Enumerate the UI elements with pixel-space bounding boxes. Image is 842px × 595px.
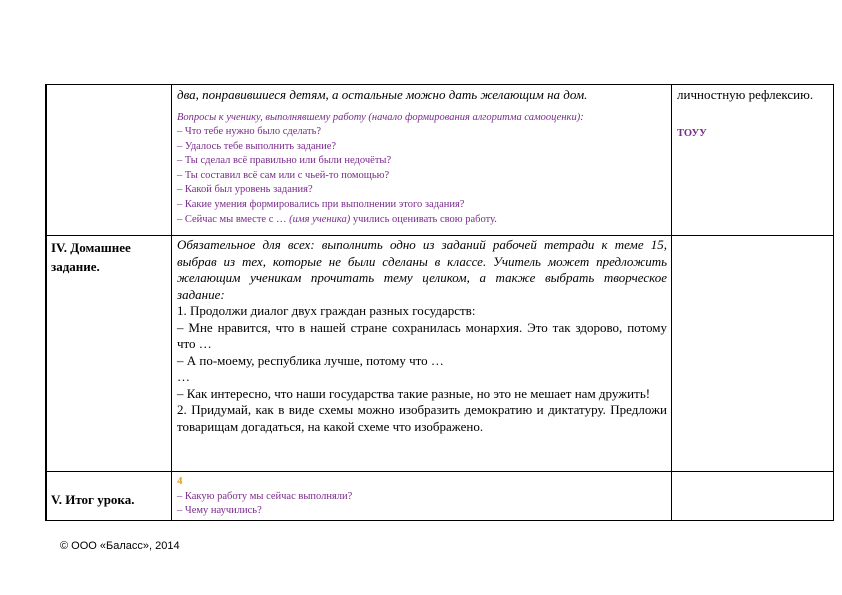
row1-intro-text: два, понравившиеся детям, а остальные можно дать желающим на дом. <box>177 87 588 102</box>
homework-item-2: 2. Придумай, как в виде схемы можно изобразить демократию и диктатуру. Предложи товарищам догадаться, на какой схеме что изображено. <box>177 402 667 434</box>
question-item: – Какие умения формировались при выполнении этого задания? <box>177 199 465 211</box>
question-last-prefix: – Сейчас мы вместе с … <box>177 213 290 225</box>
homework-cell <box>177 237 667 435</box>
homework-title: IV. Домашнее задание. <box>51 240 131 274</box>
question-item-last <box>177 213 667 228</box>
lesson-table <box>45 84 834 522</box>
homework-intro: Обязательное для всех: выполнить одно из заданий рабочей тетради к теме 15, выбрав из тех, которые не были сделаны в классе. Учитель может предложить желающим ученикам прочитать тему целиком, а также выбрать творческое задание: <box>177 237 667 302</box>
col-divider-1 <box>171 84 172 521</box>
summary-question: – Чему научились? <box>177 505 262 517</box>
questions-title: Вопросы к ученику, выполнявшему работу (начало формирования алгоритма самооценки): <box>177 111 584 123</box>
question-last-suffix: учились оценивать свою работу. <box>350 213 497 225</box>
summary-questions <box>177 490 667 519</box>
uud-label: ТОУУ <box>677 127 707 139</box>
dialog-line: – А по-моему, республика лучше, потому что … <box>177 352 444 368</box>
question-item: – Ты сделал всё правильно или были недочёты? <box>177 155 392 167</box>
row-divider-1 <box>45 235 834 236</box>
questions-block <box>177 111 667 228</box>
table-left-border <box>45 84 47 521</box>
summary-question: – Какую работу мы сейчас выполняли? <box>177 490 353 502</box>
question-last-italic: (имя ученика) <box>289 213 351 225</box>
question-item: – Что тебе нужно было сделать? <box>177 126 322 138</box>
table-bottom-border <box>45 520 834 521</box>
summary-cell <box>177 473 667 519</box>
question-item: – Какой был уровень задания? <box>177 184 313 196</box>
summary-title: V. Итог урока. <box>51 492 135 507</box>
question-item: – Ты составил всё сам или с чьей-то помощью? <box>177 169 390 181</box>
col-divider-2 <box>671 84 672 521</box>
table-right-border <box>833 84 834 521</box>
table-top-border <box>45 84 834 85</box>
dialog-line: – Мне нравится, что в нашей стране сохранилась монархия. Это так здорово, потому что … <box>177 319 667 351</box>
reflection-text: личностную рефлексию. <box>677 87 814 102</box>
copyright-footer: © ООО «Баласс», 2014 <box>60 540 180 552</box>
question-item: – Удалось тебе выполнить задание? <box>177 140 337 152</box>
dialog-line: … <box>177 369 190 384</box>
row1-activity-cell <box>177 87 667 227</box>
dialog-line: – Как интересно, что наши государства такие разные, но это не мешает нам дружить! <box>177 385 651 401</box>
homework-item-1: 1. Продолжи диалог двух граждан разных государств: <box>177 303 476 318</box>
step-number: 4 <box>177 475 183 487</box>
row1-uud-cell <box>677 87 829 142</box>
row-divider-2 <box>45 471 834 472</box>
